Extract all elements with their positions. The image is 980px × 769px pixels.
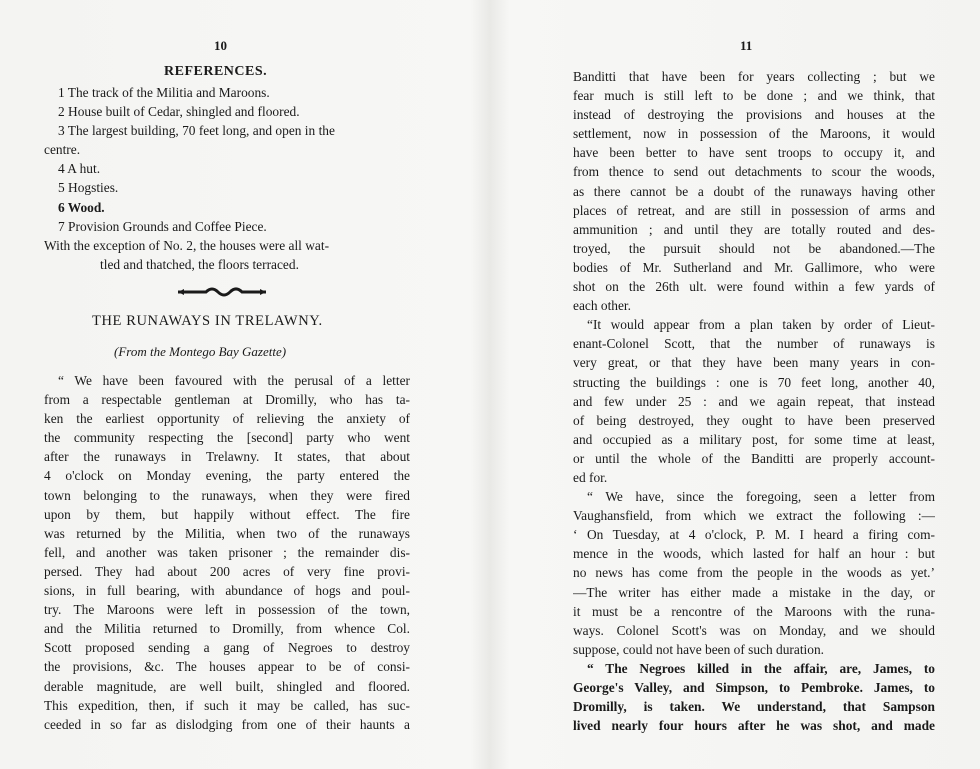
ornament-divider-icon [176,284,268,300]
text-line: each other. [573,298,631,314]
text-line: Vaughansfield, from which we extract the following :— [573,508,935,524]
reference-item: 5 Hogsties. [58,180,119,196]
text-line: and the Militia returned to Dromilly, from whence Col. [44,621,410,637]
reference-item: centre. [44,142,81,158]
text-line: ways. Colonel Scott's was on Monday, and we should [573,622,935,638]
text-line: mence in the woods, which lasted for half an hour : but [573,546,935,562]
reference-item: 3 The largest building, 70 feet long, and open in the [58,123,335,139]
text-line: “ The Negroes killed in the affair, are, James, to [587,660,935,676]
text-line: fell, and another was taken prisoner ; the remainder dis- [44,544,410,560]
text-line: suppose, could not have been of such duration. [573,641,825,657]
text-line: very great, or that they have been many years in con- [573,355,935,371]
text-line: “ We have, since the foregoing, seen a letter from [587,489,935,505]
text-line: ammunition ; and until they are totally routed and des- [573,221,935,237]
reference-item: 2 House built of Cedar, shingled and floored. [58,104,300,120]
text-line: persed. They had about 200 acres of very fine provi- [44,563,410,579]
left-page [44,0,410,769]
references-list [44,83,410,274]
references-heading: REFERENCES. [164,64,268,79]
text-line: try. The Maroons were left in possession of the town, [44,602,410,618]
text-line: ed for. [573,469,608,485]
text-line: from thence to send out detachments to scour the woods, [573,164,935,180]
article-title: THE RUNAWAYS IN TRELAWNY. [92,313,323,329]
text-line: as there cannot be a doubt of the runaways having other [573,183,935,199]
text-line: from a respectable gentleman at Dromilly, who has ta- [44,392,410,408]
text-line: structing the buildings : one is 70 feet long, another 40, [573,374,935,390]
text-line: “It would appear from a plan taken by order of Lieut- [587,317,935,333]
text-line: it must be a rencontre of the Maroons with the runa- [573,603,935,619]
text-line: or until the whole of the Banditti are properly account- [573,450,935,466]
text-line: 4 o'clock on Monday evening, the party entered the [44,468,410,484]
text-line: no news has come from the people in the woods as yet.’ [573,565,935,581]
article-source: (From the Montego Bay Gazette) [114,344,287,359]
right-body-text [573,67,935,735]
text-line: bodies of Mr. Sutherland and Mr. Gallimore, who were [573,259,935,275]
text-line: derable magnitude, are well built, shingled and floored. [44,678,410,694]
text-line: places of retreat, and are still in possession of arms and [573,202,935,218]
text-line: troyed, the pursuit should not be abandoned.—The [573,240,935,256]
page-number-left: 10 [214,38,227,53]
text-line: enant-Colonel Scott, that the number of runaways is [573,336,935,352]
reference-item: 1 The track of the Militia and Maroons. [58,85,270,100]
text-line: ‘ On Tuesday, at 4 o'clock, P. M. I heard a firing com- [573,527,935,543]
left-body-text [44,371,410,734]
text-line: ken the earliest opportunity of relieving the anxiety of [44,411,410,427]
text-line: sions, in full bearing, with abundance of hogs and poul- [44,583,410,599]
text-line: settlement, now in possession of the Maroons, it would [573,126,935,142]
reference-note: With the exception of No. 2, the houses were all wat- [44,237,330,253]
reference-item: 6 Wood. [58,199,105,215]
text-line: and few under 25 : and we again repeat, that instead [573,393,935,409]
text-line: This expedition, then, if such it may be called, has suc- [44,697,410,713]
reference-note: tled and thatched, the floors terraced. [100,256,299,272]
text-line: —The writer has either made a mistake in the day, or [573,584,935,600]
text-line: after the runaways in Trelawny. It states, that about [44,449,410,465]
reference-item: 4 A hut. [58,161,101,177]
text-line: Scott proposed sending a gang of Negroes to destroy [44,640,410,656]
text-line: of being destroyed, they ought to have been preserved [573,412,935,428]
text-line: the provisions, &c. The houses appear to be of consi- [44,659,410,675]
text-line: shot on the 26th ult. were found within a few yards of [573,279,935,295]
text-line: “ We have been favoured with the perusal of a letter [58,373,410,388]
text-line: instead of destroying the provisions and houses at the [573,107,935,123]
reference-item: 7 Provision Grounds and Coffee Piece. [58,218,267,234]
text-line: lived nearly four hours after he was shot, and made [573,718,935,734]
text-line: the community respecting the [second] party who went [44,430,410,446]
text-line: Banditti that have been for years collecting ; but we [573,69,935,84]
text-line: upon by them, but happily without effect. The fire [44,506,410,522]
text-line: George's Valley, and Simpson, to Pembroke. James, to [573,680,935,695]
text-line: town belonging to the runaways, when they were fired [44,487,410,503]
text-line: ceeded in so far as dislodging from one of their haunts a [44,716,410,732]
text-line: have been better to have sent troops to occupy it, and [573,145,935,161]
right-page [573,0,935,769]
text-line: was returned by the Militia, when two of the runaways [44,525,410,541]
text-line: Dromilly, is taken. We understand, that Sampson [573,699,935,715]
text-line: and occupied as a military post, for some time at least, [573,431,935,447]
page-number-right: 11 [740,38,753,53]
text-line: fear much is still left to be done ; and we think, that [573,88,935,104]
